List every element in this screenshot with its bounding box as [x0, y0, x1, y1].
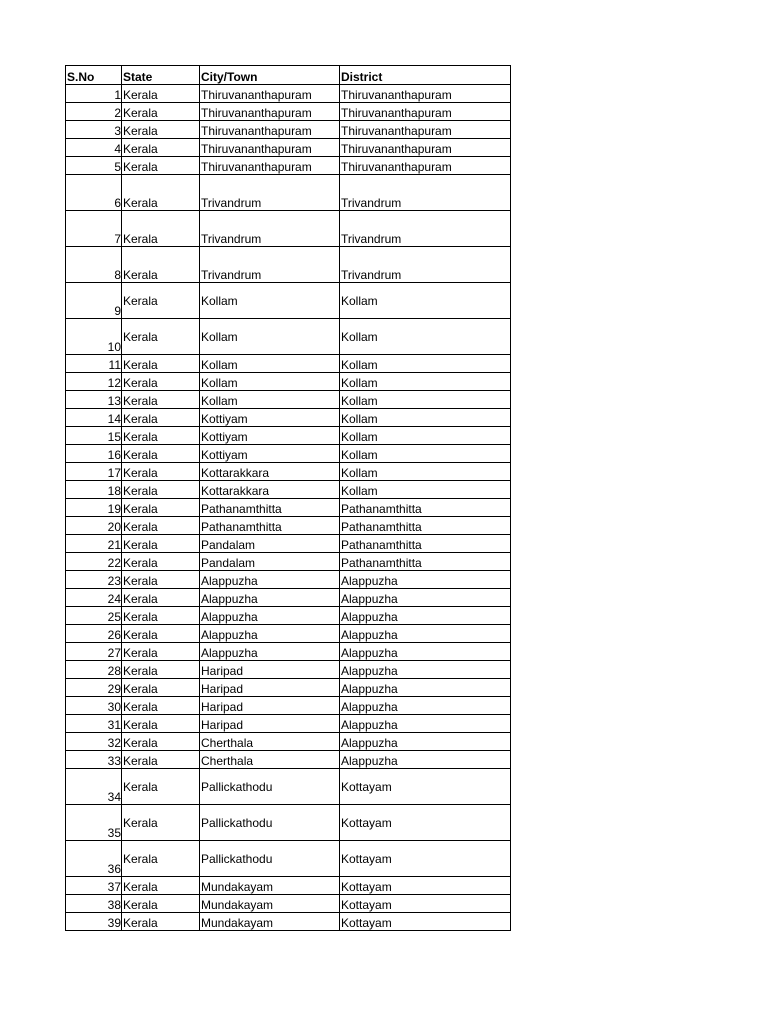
cell-state: Kerala — [122, 319, 200, 355]
table-row — [66, 841, 511, 877]
cell-state: Kerala — [122, 283, 200, 319]
cell-district: Kollam — [340, 409, 511, 427]
cell-city: Thiruvananthapuram — [200, 85, 340, 103]
cell-sno: 37 — [66, 877, 122, 895]
cell-district: Kottayam — [340, 841, 511, 877]
cell-sno: 30 — [66, 697, 122, 715]
cell-city: Haripad — [200, 715, 340, 733]
cell-city: Thiruvananthapuram — [200, 121, 340, 139]
cell-district: Alappuzha — [340, 661, 511, 679]
cell-sno: 2 — [66, 103, 122, 121]
cell-sno: 5 — [66, 157, 122, 175]
cell-sno: 36 — [66, 841, 122, 877]
cell-city: Pandalam — [200, 553, 340, 571]
cell-district: Pathanamthitta — [340, 517, 511, 535]
cell-city: Trivandrum — [200, 175, 340, 211]
cell-city: Alappuzha — [200, 571, 340, 589]
cell-state: Kerala — [122, 607, 200, 625]
cell-state: Kerala — [122, 373, 200, 391]
cell-state: Kerala — [122, 391, 200, 409]
cell-city: Pallickathodu — [200, 841, 340, 877]
cell-sno: 32 — [66, 733, 122, 751]
cell-state: Kerala — [122, 625, 200, 643]
table-row — [66, 373, 511, 391]
cell-state: Kerala — [122, 409, 200, 427]
table-row — [66, 607, 511, 625]
table-row — [66, 481, 511, 499]
cell-state: Kerala — [122, 139, 200, 157]
cell-district: Thiruvananthapuram — [340, 85, 511, 103]
cell-city: Kollam — [200, 355, 340, 373]
cell-city: Kollam — [200, 283, 340, 319]
cell-city: Haripad — [200, 697, 340, 715]
cell-state: Kerala — [122, 715, 200, 733]
cell-district: Kollam — [340, 373, 511, 391]
cell-city: Thiruvananthapuram — [200, 103, 340, 121]
cell-state: Kerala — [122, 913, 200, 931]
cell-state: Kerala — [122, 175, 200, 211]
cell-state: Kerala — [122, 463, 200, 481]
cell-sno: 4 — [66, 139, 122, 157]
cell-city: Alappuzha — [200, 625, 340, 643]
table-row — [66, 715, 511, 733]
cell-district: Alappuzha — [340, 643, 511, 661]
cell-state: Kerala — [122, 535, 200, 553]
cell-city: Mundakayam — [200, 913, 340, 931]
cell-sno: 10 — [66, 319, 122, 355]
cell-city: Haripad — [200, 661, 340, 679]
cell-state: Kerala — [122, 769, 200, 805]
table-row — [66, 553, 511, 571]
cell-sno: 11 — [66, 355, 122, 373]
cell-state: Kerala — [122, 157, 200, 175]
cell-district: Alappuzha — [340, 697, 511, 715]
table-row — [66, 103, 511, 121]
cell-city: Alappuzha — [200, 607, 340, 625]
table-row — [66, 355, 511, 373]
cell-sno: 25 — [66, 607, 122, 625]
cell-district: Alappuzha — [340, 751, 511, 769]
cell-sno: 27 — [66, 643, 122, 661]
table-row — [66, 427, 511, 445]
table-row — [66, 643, 511, 661]
cell-city: Mundakayam — [200, 877, 340, 895]
cell-district: Trivandrum — [340, 211, 511, 247]
cell-district: Kottayam — [340, 913, 511, 931]
table-row — [66, 769, 511, 805]
table-row — [66, 535, 511, 553]
cell-state: Kerala — [122, 211, 200, 247]
cell-city: Pallickathodu — [200, 769, 340, 805]
table-row — [66, 445, 511, 463]
cell-state: Kerala — [122, 247, 200, 283]
cell-sno: 22 — [66, 553, 122, 571]
table-row — [66, 157, 511, 175]
cell-city: Cherthala — [200, 733, 340, 751]
header-city: City/Town — [200, 66, 340, 85]
cell-sno: 8 — [66, 247, 122, 283]
table-row — [66, 175, 511, 211]
cell-state: Kerala — [122, 499, 200, 517]
table-row — [66, 409, 511, 427]
cell-district: Alappuzha — [340, 679, 511, 697]
cell-sno: 18 — [66, 481, 122, 499]
cell-sno: 34 — [66, 769, 122, 805]
cell-district: Thiruvananthapuram — [340, 121, 511, 139]
cell-state: Kerala — [122, 481, 200, 499]
cell-sno: 31 — [66, 715, 122, 733]
table-row — [66, 283, 511, 319]
cell-state: Kerala — [122, 427, 200, 445]
cell-state: Kerala — [122, 877, 200, 895]
cell-city: Pathanamthitta — [200, 499, 340, 517]
cell-sno: 26 — [66, 625, 122, 643]
cell-state: Kerala — [122, 121, 200, 139]
cell-city: Thiruvananthapuram — [200, 139, 340, 157]
header-state: State — [122, 66, 200, 85]
table-row — [66, 571, 511, 589]
cell-sno: 15 — [66, 427, 122, 445]
cell-sno: 21 — [66, 535, 122, 553]
cell-district: Pathanamthitta — [340, 535, 511, 553]
cell-state: Kerala — [122, 355, 200, 373]
cell-district: Thiruvananthapuram — [340, 157, 511, 175]
table-row — [66, 247, 511, 283]
table-row — [66, 895, 511, 913]
cell-city: Cherthala — [200, 751, 340, 769]
cell-sno: 28 — [66, 661, 122, 679]
cell-city: Kottiyam — [200, 409, 340, 427]
table-row — [66, 499, 511, 517]
cell-district: Alappuzha — [340, 625, 511, 643]
cell-city: Mundakayam — [200, 895, 340, 913]
cell-state: Kerala — [122, 661, 200, 679]
cell-city: Pathanamthitta — [200, 517, 340, 535]
cell-state: Kerala — [122, 571, 200, 589]
table-row — [66, 697, 511, 715]
cell-city: Trivandrum — [200, 211, 340, 247]
table-row — [66, 463, 511, 481]
cell-district: Alappuzha — [340, 589, 511, 607]
cell-state: Kerala — [122, 85, 200, 103]
table-row — [66, 85, 511, 103]
cell-district: Kollam — [340, 283, 511, 319]
table-row — [66, 139, 511, 157]
cell-district: Thiruvananthapuram — [340, 139, 511, 157]
table-row — [66, 877, 511, 895]
cell-sno: 29 — [66, 679, 122, 697]
cell-sno: 1 — [66, 85, 122, 103]
cell-district: Kollam — [340, 445, 511, 463]
cell-state: Kerala — [122, 643, 200, 661]
cell-city: Alappuzha — [200, 643, 340, 661]
cell-sno: 33 — [66, 751, 122, 769]
cell-city: Kollam — [200, 373, 340, 391]
cell-state: Kerala — [122, 517, 200, 535]
cell-district: Alappuzha — [340, 571, 511, 589]
cell-district: Trivandrum — [340, 247, 511, 283]
cell-district: Alappuzha — [340, 607, 511, 625]
cell-district: Alappuzha — [340, 715, 511, 733]
cell-city: Trivandrum — [200, 247, 340, 283]
cell-district: Kollam — [340, 319, 511, 355]
table-row — [66, 805, 511, 841]
table-row — [66, 661, 511, 679]
cell-district: Kollam — [340, 481, 511, 499]
cell-district: Kottayam — [340, 895, 511, 913]
cell-state: Kerala — [122, 697, 200, 715]
cell-state: Kerala — [122, 805, 200, 841]
table-row — [66, 319, 511, 355]
cell-sno: 7 — [66, 211, 122, 247]
table-row — [66, 589, 511, 607]
cell-sno: 16 — [66, 445, 122, 463]
header-sno: S.No — [66, 66, 122, 85]
cell-state: Kerala — [122, 103, 200, 121]
table-row — [66, 751, 511, 769]
cell-city: Kollam — [200, 391, 340, 409]
header-row — [66, 66, 511, 85]
table-row — [66, 211, 511, 247]
cell-district: Kottayam — [340, 877, 511, 895]
cell-sno: 12 — [66, 373, 122, 391]
data-table — [65, 65, 511, 931]
cell-sno: 38 — [66, 895, 122, 913]
cell-city: Kottiyam — [200, 427, 340, 445]
cell-sno: 20 — [66, 517, 122, 535]
cell-sno: 39 — [66, 913, 122, 931]
cell-state: Kerala — [122, 895, 200, 913]
cell-city: Thiruvananthapuram — [200, 157, 340, 175]
cell-sno: 23 — [66, 571, 122, 589]
cell-city: Kottiyam — [200, 445, 340, 463]
table-row — [66, 625, 511, 643]
cell-district: Pathanamthitta — [340, 553, 511, 571]
cell-sno: 6 — [66, 175, 122, 211]
cell-district: Kollam — [340, 427, 511, 445]
table-row — [66, 391, 511, 409]
cell-city: Kottarakkara — [200, 463, 340, 481]
cell-district: Kottayam — [340, 805, 511, 841]
table-row — [66, 679, 511, 697]
cell-district: Trivandrum — [340, 175, 511, 211]
cell-state: Kerala — [122, 589, 200, 607]
cell-sno: 13 — [66, 391, 122, 409]
cell-sno: 19 — [66, 499, 122, 517]
header-district: District — [340, 66, 511, 85]
table-row — [66, 121, 511, 139]
cell-state: Kerala — [122, 679, 200, 697]
cell-district: Kollam — [340, 355, 511, 373]
table-row — [66, 913, 511, 931]
cell-sno: 14 — [66, 409, 122, 427]
table-body — [66, 85, 511, 931]
cell-state: Kerala — [122, 445, 200, 463]
table-row — [66, 733, 511, 751]
cell-district: Kottayam — [340, 769, 511, 805]
cell-city: Kottarakkara — [200, 481, 340, 499]
cell-district: Thiruvananthapuram — [340, 103, 511, 121]
cell-sno: 17 — [66, 463, 122, 481]
cell-state: Kerala — [122, 553, 200, 571]
cell-district: Alappuzha — [340, 733, 511, 751]
cell-district: Kollam — [340, 391, 511, 409]
cell-city: Alappuzha — [200, 589, 340, 607]
cell-city: Pandalam — [200, 535, 340, 553]
cell-sno: 24 — [66, 589, 122, 607]
cell-district: Kollam — [340, 463, 511, 481]
cell-state: Kerala — [122, 733, 200, 751]
cell-district: Pathanamthitta — [340, 499, 511, 517]
cell-city: Pallickathodu — [200, 805, 340, 841]
cell-state: Kerala — [122, 841, 200, 877]
cell-city: Haripad — [200, 679, 340, 697]
table-row — [66, 517, 511, 535]
cell-state: Kerala — [122, 751, 200, 769]
cell-city: Kollam — [200, 319, 340, 355]
cell-sno: 9 — [66, 283, 122, 319]
cell-sno: 3 — [66, 121, 122, 139]
cell-sno: 35 — [66, 805, 122, 841]
